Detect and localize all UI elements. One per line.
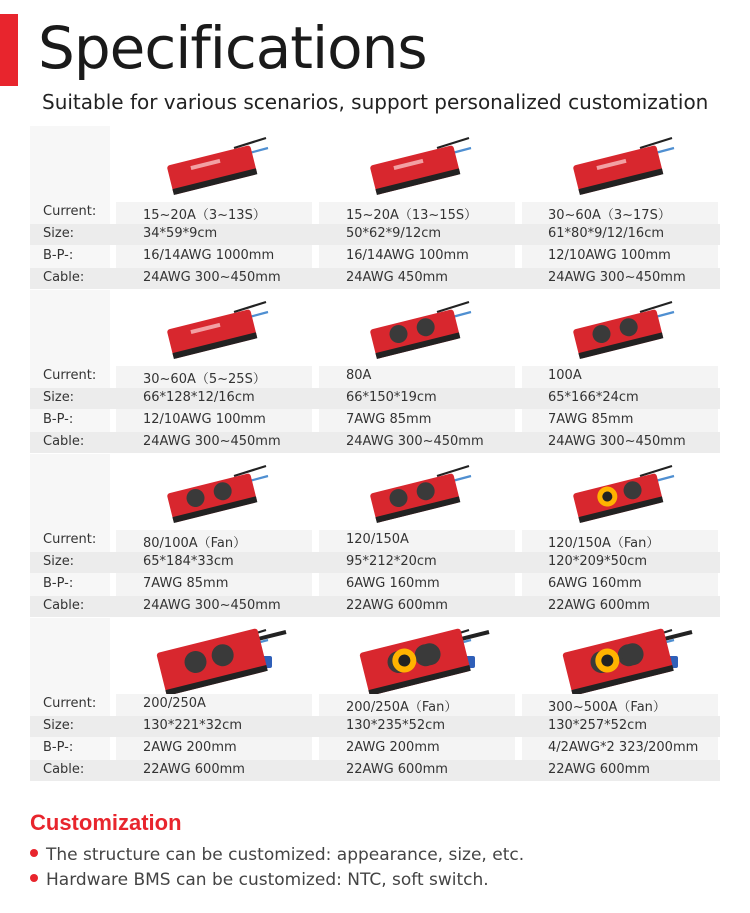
spec-value-cable: 24AWG 300~450mm [548,270,686,285]
spec-line-current [30,202,720,223]
spec-value-cable: 22AWG 600mm [548,762,650,777]
spec-value-size: 130*221*32cm [143,718,242,733]
title-accent-bar [0,14,18,86]
spec-label-current: Current: [43,696,97,711]
spec-value-current: 200/250A [143,696,206,711]
spec-label-size: Size: [43,390,75,405]
bms-board-small-icon [522,126,718,202]
spec-line-size [30,716,720,737]
spec-row [30,618,720,782]
bms-board-small-icon [116,290,312,366]
spec-value-bp: 7AWG 85mm [143,576,229,591]
bms-board-dual-heatsink-icon [116,454,312,530]
spec-value-cable: 24AWG 450mm [346,270,448,285]
spec-grid [30,126,720,782]
spec-line-size [30,552,720,573]
spec-value-bp: 7AWG 85mm [548,412,634,427]
customization-title: Customization [30,810,182,835]
spec-line-current [30,366,720,387]
spec-value-size: 65*166*24cm [548,390,639,405]
bullet-text: The structure can be customized: appearance, size, etc. [46,845,525,865]
spec-line-current [30,530,720,551]
bms-board-dual-heatsink-icon [319,290,515,366]
spec-value-bp: 2AWG 200mm [143,740,237,755]
page-title: Specifications [38,14,427,82]
spec-value-size: 66*150*19cm [346,390,437,405]
spec-value-size: 66*128*12/16cm [143,390,255,405]
spec-label-current: Current: [43,368,97,383]
spec-value-size: 120*209*50cm [548,554,647,569]
spec-label-cable: Cable: [43,598,85,613]
bms-board-small-icon [319,126,515,202]
spec-value-current: 100A [548,368,582,383]
spec-value-bp: 4/2AWG*2 323/200mm [548,740,699,755]
spec-label-bp: B-P-: [43,576,74,591]
spec-value-cable: 22AWG 600mm [143,762,245,777]
spec-value-current: 80A [346,368,372,383]
spec-value-size: 34*59*9cm [143,226,218,241]
spec-line-bp [30,738,720,759]
spec-value-cable: 24AWG 300~450mm [346,434,484,449]
bullet-dot-icon [30,849,38,857]
spec-value-cable: 24AWG 300~450mm [143,270,281,285]
spec-label-bp: B-P-: [43,248,74,263]
spec-value-current: 120/150A（Fan） [548,536,660,551]
spec-label-cable: Cable: [43,270,85,285]
customization-bullet [30,845,524,865]
bms-board-fan-icon [522,454,718,530]
spec-line-bp [30,410,720,431]
bms-board-dual-heatsink-icon [522,290,718,366]
bullet-dot-icon [30,874,38,882]
spec-value-bp: 6AWG 160mm [548,576,642,591]
spec-value-cable: 22AWG 600mm [346,598,448,613]
spec-value-size: 61*80*9/12/16cm [548,226,665,241]
bms-board-small-icon [116,126,312,202]
spec-line-current [30,694,720,715]
spec-label-bp: B-P-: [43,740,74,755]
spec-value-bp: 7AWG 85mm [346,412,432,427]
spec-value-cable: 22AWG 600mm [548,598,650,613]
spec-line-bp [30,574,720,595]
spec-value-cable: 24AWG 300~450mm [143,434,281,449]
bms-board-large-icon [116,618,312,694]
spec-line-cable [30,596,720,617]
spec-label-size: Size: [43,554,75,569]
spec-value-cable: 24AWG 300~450mm [143,598,281,613]
spec-value-cable: 22AWG 600mm [346,762,448,777]
spec-value-bp: 2AWG 200mm [346,740,440,755]
spec-value-size: 95*212*20cm [346,554,437,569]
spec-row [30,290,720,454]
spec-value-size: 130*235*52cm [346,718,445,733]
spec-value-current: 120/150A [346,532,409,547]
spec-label-size: Size: [43,226,75,241]
spec-value-current: 200/250A（Fan） [346,700,458,715]
spec-value-current: 15~20A（13~15S） [346,208,478,223]
spec-line-size [30,388,720,409]
bullet-text: Hardware BMS can be customized: NTC, soft switch. [46,870,489,890]
bms-board-fan-large-icon [319,618,515,694]
spec-value-size: 65*184*33cm [143,554,234,569]
bms-board-fan-large-icon [522,618,718,694]
bms-board-dual-heatsink-icon [319,454,515,530]
spec-value-cable: 24AWG 300~450mm [548,434,686,449]
spec-value-size: 50*62*9/12cm [346,226,442,241]
spec-line-cable [30,432,720,453]
spec-value-bp: 12/10AWG 100mm [143,412,266,427]
spec-value-bp: 16/14AWG 1000mm [143,248,275,263]
spec-label-current: Current: [43,204,97,219]
spec-row [30,454,720,618]
spec-value-current: 80/100A（Fan） [143,536,247,551]
spec-label-current: Current: [43,532,97,547]
spec-value-current: 30~60A（5~25S） [143,372,266,387]
spec-label-size: Size: [43,718,75,733]
spec-line-cable [30,760,720,781]
spec-value-current: 30~60A（3~17S） [548,208,671,223]
spec-line-size [30,224,720,245]
spec-value-current: 15~20A（3~13S） [143,208,266,223]
spec-value-bp: 6AWG 160mm [346,576,440,591]
spec-value-bp: 12/10AWG 100mm [548,248,671,263]
page-subtitle: Suitable for various scenarios, support personalized customization [42,90,709,114]
spec-row [30,126,720,290]
spec-value-size: 130*257*52cm [548,718,647,733]
customization-bullet [30,870,489,890]
spec-value-current: 300~500A（Fan） [548,700,666,715]
spec-label-cable: Cable: [43,434,85,449]
spec-label-bp: B-P-: [43,412,74,427]
spec-line-bp [30,246,720,267]
spec-line-cable [30,268,720,289]
spec-label-cable: Cable: [43,762,85,777]
spec-value-bp: 16/14AWG 100mm [346,248,469,263]
